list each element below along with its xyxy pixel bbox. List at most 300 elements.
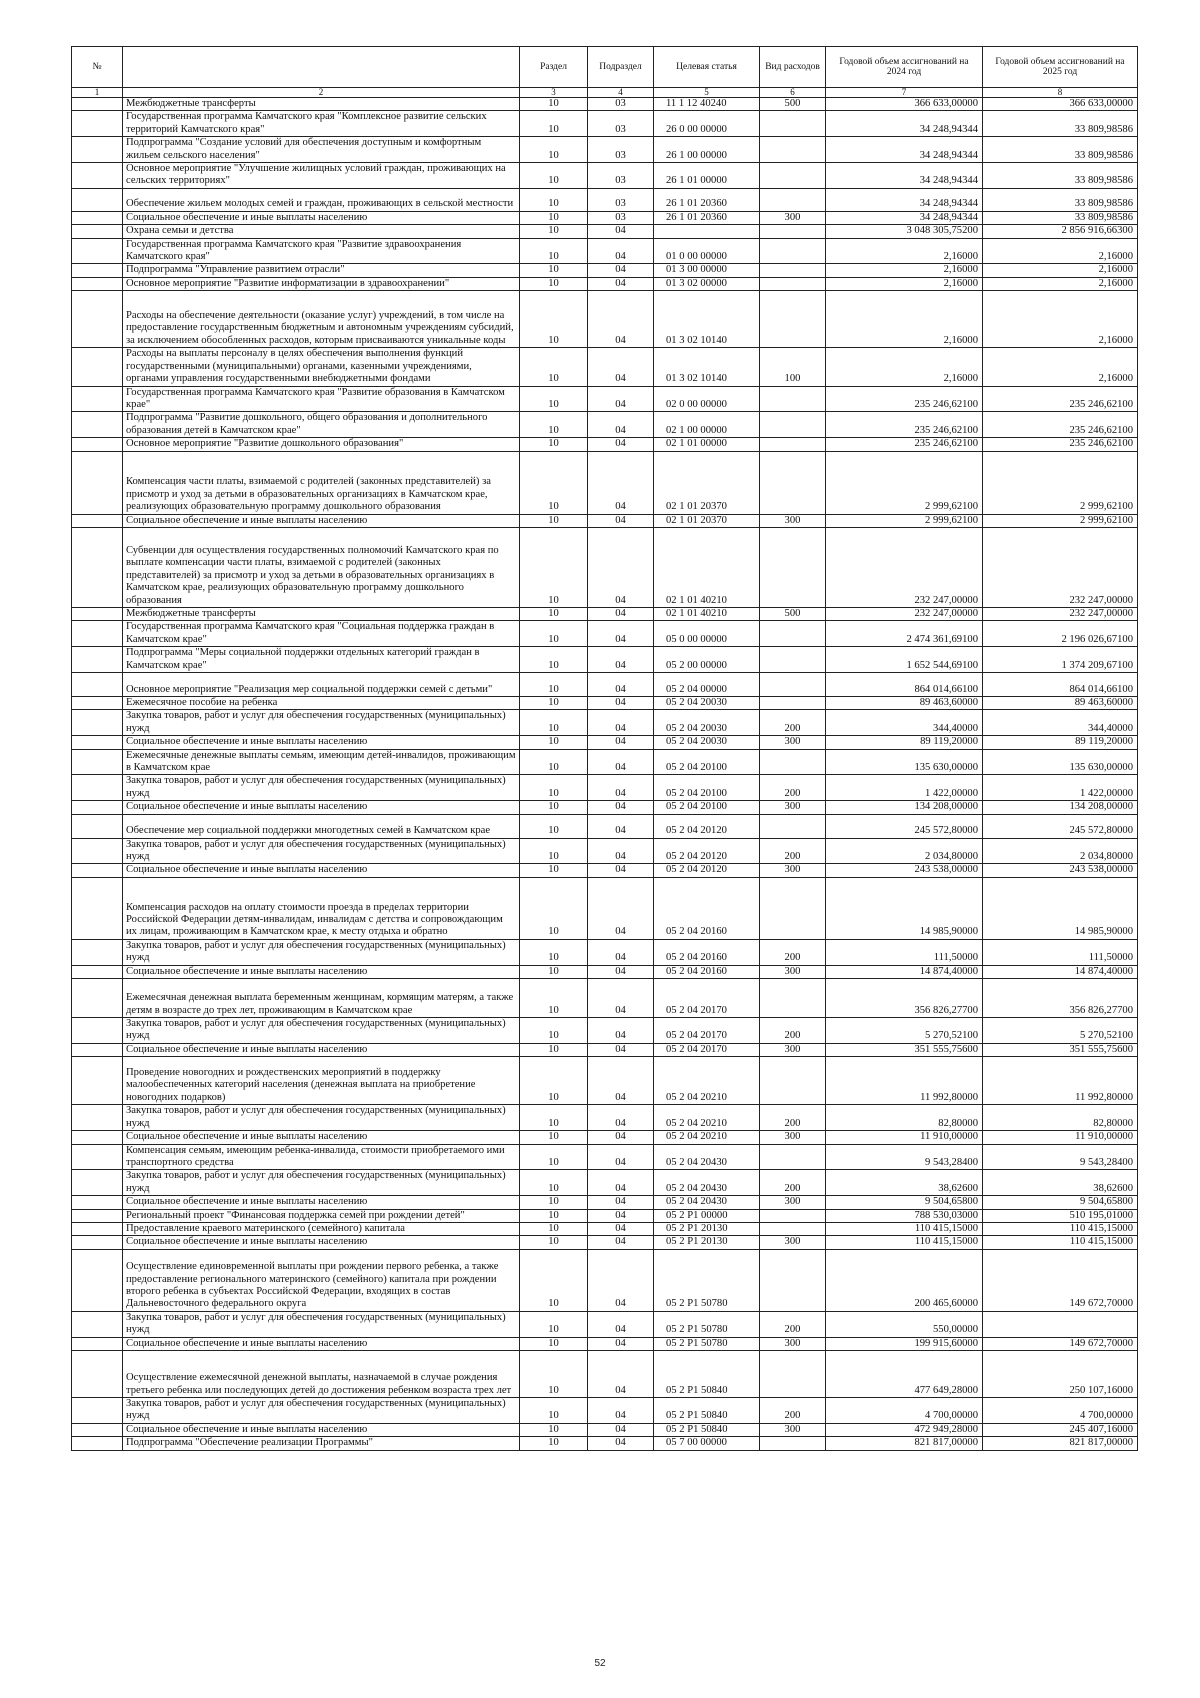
table-row bbox=[72, 801, 1138, 814]
row-expense-type bbox=[760, 647, 826, 673]
row-section: 10 bbox=[520, 514, 588, 527]
row-name: Закупка товаров, работ и услуг для обеспечения государственных (муниципальных) нужд bbox=[123, 710, 520, 736]
row-section: 10 bbox=[520, 291, 588, 348]
row-value-2024: 235 246,62100 bbox=[826, 386, 983, 412]
row-num bbox=[72, 1018, 123, 1044]
row-num bbox=[72, 939, 123, 965]
row-expense-type bbox=[760, 1209, 826, 1222]
row-section: 10 bbox=[520, 939, 588, 965]
row-value-2025: 2,16000 bbox=[983, 348, 1138, 386]
row-article: 05 2 04 20210 bbox=[654, 1105, 760, 1131]
row-article: 02 1 01 40210 bbox=[654, 607, 760, 620]
header-article: Целевая статья bbox=[654, 47, 760, 88]
row-section: 10 bbox=[520, 710, 588, 736]
row-value-2025: 4 700,00000 bbox=[983, 1397, 1138, 1423]
row-subsection: 04 bbox=[588, 1236, 654, 1249]
row-num bbox=[72, 1397, 123, 1423]
table-row bbox=[72, 291, 1138, 348]
row-num bbox=[72, 710, 123, 736]
row-article: 05 2 P1 50780 bbox=[654, 1249, 760, 1311]
table-row bbox=[72, 621, 1138, 647]
table-row bbox=[72, 451, 1138, 514]
row-expense-type: 300 bbox=[760, 1337, 826, 1350]
row-expense-type bbox=[760, 137, 826, 163]
row-name: Подпрограмма "Меры социальной поддержки отдельных категорий граждан в Камчатском крае" bbox=[123, 647, 520, 673]
table-row bbox=[72, 98, 1138, 111]
row-subsection: 04 bbox=[588, 696, 654, 709]
table-row bbox=[72, 1043, 1138, 1056]
row-value-2024: 243 538,00000 bbox=[826, 864, 983, 877]
row-name: Государственная программа Камчатского края "Развитие здравоохранения Камчатского края" bbox=[123, 238, 520, 264]
row-num bbox=[72, 111, 123, 137]
row-name: Государственная программа Камчатского края "Развитие образования в Камчатском крае" bbox=[123, 386, 520, 412]
row-section: 10 bbox=[520, 386, 588, 412]
row-article: 01 3 00 00000 bbox=[654, 264, 760, 277]
row-section: 10 bbox=[520, 137, 588, 163]
row-num bbox=[72, 801, 123, 814]
row-subsection: 04 bbox=[588, 527, 654, 607]
row-section: 10 bbox=[520, 211, 588, 224]
table-row bbox=[72, 647, 1138, 673]
row-num bbox=[72, 1144, 123, 1170]
row-num bbox=[72, 1105, 123, 1131]
row-value-2024: 821 817,00000 bbox=[826, 1437, 983, 1450]
table-row bbox=[72, 1311, 1138, 1337]
row-num bbox=[72, 965, 123, 978]
row-value-2025 bbox=[983, 1311, 1138, 1337]
row-expense-type bbox=[760, 451, 826, 514]
row-num bbox=[72, 1249, 123, 1311]
row-value-2024: 34 248,94344 bbox=[826, 111, 983, 137]
row-value-2025: 11 910,00000 bbox=[983, 1131, 1138, 1144]
row-expense-type bbox=[760, 672, 826, 696]
row-article: 05 2 P1 20130 bbox=[654, 1236, 760, 1249]
row-value-2024: 34 248,94344 bbox=[826, 137, 983, 163]
row-num bbox=[72, 775, 123, 801]
table-row bbox=[72, 514, 1138, 527]
row-expense-type bbox=[760, 111, 826, 137]
row-section: 10 bbox=[520, 838, 588, 864]
row-value-2025: 232 247,00000 bbox=[983, 607, 1138, 620]
row-value-2025: 11 992,80000 bbox=[983, 1057, 1138, 1105]
row-article: 05 2 04 20430 bbox=[654, 1196, 760, 1209]
table-row bbox=[72, 137, 1138, 163]
row-expense-type: 300 bbox=[760, 965, 826, 978]
row-section: 10 bbox=[520, 1209, 588, 1222]
row-value-2025: 149 672,70000 bbox=[983, 1249, 1138, 1311]
row-expense-type: 300 bbox=[760, 1236, 826, 1249]
row-section: 10 bbox=[520, 264, 588, 277]
row-subsection: 04 bbox=[588, 621, 654, 647]
row-section: 10 bbox=[520, 979, 588, 1018]
row-value-2025: 14 985,90000 bbox=[983, 877, 1138, 939]
row-expense-type bbox=[760, 1437, 826, 1450]
row-name: Обеспечение мер социальной поддержки многодетных семей в Камчатском крае bbox=[123, 814, 520, 838]
row-value-2024: 2 034,80000 bbox=[826, 838, 983, 864]
table-row bbox=[72, 775, 1138, 801]
table-row bbox=[72, 749, 1138, 775]
row-value-2024: 135 630,00000 bbox=[826, 749, 983, 775]
row-value-2025: 1 422,00000 bbox=[983, 775, 1138, 801]
row-expense-type: 200 bbox=[760, 775, 826, 801]
row-section: 10 bbox=[520, 736, 588, 749]
table-row bbox=[72, 1236, 1138, 1249]
row-value-2025: 9 543,28400 bbox=[983, 1144, 1138, 1170]
row-expense-type bbox=[760, 386, 826, 412]
row-section: 10 bbox=[520, 1057, 588, 1105]
column-number: 7 bbox=[826, 88, 983, 98]
row-value-2025: 344,40000 bbox=[983, 710, 1138, 736]
row-article: 05 2 04 20430 bbox=[654, 1144, 760, 1170]
row-expense-type bbox=[760, 188, 826, 211]
row-value-2024: 245 572,80000 bbox=[826, 814, 983, 838]
table-row bbox=[72, 1337, 1138, 1350]
row-value-2024: 2,16000 bbox=[826, 348, 983, 386]
row-value-2025: 89 463,60000 bbox=[983, 696, 1138, 709]
row-expense-type: 300 bbox=[760, 1131, 826, 1144]
row-subsection: 04 bbox=[588, 451, 654, 514]
row-value-2024: 477 649,28000 bbox=[826, 1350, 983, 1397]
row-value-2025: 135 630,00000 bbox=[983, 749, 1138, 775]
table-row bbox=[72, 1131, 1138, 1144]
row-value-2025: 356 826,27700 bbox=[983, 979, 1138, 1018]
table-row bbox=[72, 672, 1138, 696]
row-section: 10 bbox=[520, 1105, 588, 1131]
row-subsection: 03 bbox=[588, 137, 654, 163]
row-article: 05 2 04 20120 bbox=[654, 838, 760, 864]
row-num bbox=[72, 1350, 123, 1397]
row-article: 26 1 01 00000 bbox=[654, 163, 760, 189]
row-name: Основное мероприятие "Развитие дошкольного образования" bbox=[123, 438, 520, 451]
row-expense-type bbox=[760, 696, 826, 709]
row-name: Социальное обеспечение и иные выплаты населению bbox=[123, 1236, 520, 1249]
row-article: 05 2 04 20160 bbox=[654, 965, 760, 978]
table-row bbox=[72, 696, 1138, 709]
row-article: 05 2 04 20170 bbox=[654, 979, 760, 1018]
row-subsection: 04 bbox=[588, 1222, 654, 1235]
row-name: Подпрограмма "Обеспечение реализации Программы" bbox=[123, 1437, 520, 1450]
row-value-2024: 38,62600 bbox=[826, 1170, 983, 1196]
row-subsection: 04 bbox=[588, 864, 654, 877]
header-row bbox=[72, 47, 1138, 88]
row-article: 01 0 00 00000 bbox=[654, 238, 760, 264]
row-name: Подпрограмма "Управление развитием отрасли" bbox=[123, 264, 520, 277]
budget-table bbox=[71, 46, 1138, 1451]
row-name: Закупка товаров, работ и услуг для обеспечения государственных (муниципальных) нужд bbox=[123, 1170, 520, 1196]
row-article: 02 1 01 20370 bbox=[654, 451, 760, 514]
table-row bbox=[72, 111, 1138, 137]
row-name: Социальное обеспечение и иные выплаты населению bbox=[123, 1196, 520, 1209]
row-value-2024: 366 633,00000 bbox=[826, 98, 983, 111]
row-name: Социальное обеспечение и иные выплаты населению bbox=[123, 801, 520, 814]
table-row bbox=[72, 736, 1138, 749]
row-num bbox=[72, 621, 123, 647]
row-value-2024: 356 826,27700 bbox=[826, 979, 983, 1018]
table-row bbox=[72, 877, 1138, 939]
row-article: 05 2 04 20210 bbox=[654, 1131, 760, 1144]
row-value-2025: 111,50000 bbox=[983, 939, 1138, 965]
row-value-2024: 11 910,00000 bbox=[826, 1131, 983, 1144]
row-article: 05 2 04 20120 bbox=[654, 864, 760, 877]
row-value-2025: 2 196 026,67100 bbox=[983, 621, 1138, 647]
row-value-2024: 1 652 544,69100 bbox=[826, 647, 983, 673]
row-subsection: 04 bbox=[588, 1350, 654, 1397]
row-value-2025: 33 809,98586 bbox=[983, 188, 1138, 211]
row-num bbox=[72, 451, 123, 514]
row-name: Социальное обеспечение и иные выплаты населению bbox=[123, 864, 520, 877]
table-row bbox=[72, 225, 1138, 238]
row-article: 02 1 01 20370 bbox=[654, 514, 760, 527]
row-section: 10 bbox=[520, 877, 588, 939]
row-value-2024: 4 700,00000 bbox=[826, 1397, 983, 1423]
row-article: 26 0 00 00000 bbox=[654, 111, 760, 137]
row-article: 05 0 00 00000 bbox=[654, 621, 760, 647]
row-section: 10 bbox=[520, 438, 588, 451]
row-num bbox=[72, 672, 123, 696]
row-article: 05 2 P1 50780 bbox=[654, 1337, 760, 1350]
row-name: Закупка товаров, работ и услуг для обеспечения государственных (муниципальных) нужд bbox=[123, 1397, 520, 1423]
row-expense-type bbox=[760, 291, 826, 348]
row-name: Основное мероприятие "Реализация мер социальной поддержки семей с детьми" bbox=[123, 672, 520, 696]
row-expense-type: 200 bbox=[760, 1397, 826, 1423]
row-expense-type bbox=[760, 621, 826, 647]
row-article: 05 2 04 20170 bbox=[654, 1043, 760, 1056]
row-section: 10 bbox=[520, 1196, 588, 1209]
table-row bbox=[72, 1018, 1138, 1044]
row-subsection: 03 bbox=[588, 188, 654, 211]
row-name: Закупка товаров, работ и услуг для обеспечения государственных (муниципальных) нужд bbox=[123, 1311, 520, 1337]
row-subsection: 04 bbox=[588, 838, 654, 864]
row-value-2024: 5 270,52100 bbox=[826, 1018, 983, 1044]
row-subsection: 04 bbox=[588, 1105, 654, 1131]
row-name: Расходы на выплаты персоналу в целях обеспечения выполнения функций государственными (муниципальными) органами, казенными учреждениями, органами управления государственными внебюджетными фондами bbox=[123, 348, 520, 386]
header-2025: Годовой объем ассигнований на 2025 год bbox=[983, 47, 1138, 88]
row-subsection: 03 bbox=[588, 211, 654, 224]
row-name: Социальное обеспечение и иные выплаты населению bbox=[123, 1131, 520, 1144]
row-subsection: 04 bbox=[588, 1018, 654, 1044]
row-expense-type bbox=[760, 814, 826, 838]
row-value-2025: 2,16000 bbox=[983, 291, 1138, 348]
row-article: 05 2 04 20100 bbox=[654, 749, 760, 775]
row-num bbox=[72, 211, 123, 224]
row-num bbox=[72, 1337, 123, 1350]
table-row bbox=[72, 607, 1138, 620]
row-value-2025: 2,16000 bbox=[983, 238, 1138, 264]
row-num bbox=[72, 814, 123, 838]
row-num bbox=[72, 386, 123, 412]
row-section: 10 bbox=[520, 749, 588, 775]
row-subsection: 04 bbox=[588, 710, 654, 736]
row-subsection: 04 bbox=[588, 877, 654, 939]
row-num bbox=[72, 736, 123, 749]
row-num bbox=[72, 412, 123, 438]
row-subsection: 04 bbox=[588, 965, 654, 978]
row-subsection: 03 bbox=[588, 163, 654, 189]
row-value-2025: 38,62600 bbox=[983, 1170, 1138, 1196]
row-article: 05 2 04 20100 bbox=[654, 801, 760, 814]
row-value-2024: 34 248,94344 bbox=[826, 211, 983, 224]
row-section: 10 bbox=[520, 621, 588, 647]
table-body bbox=[72, 98, 1138, 1451]
row-num bbox=[72, 1423, 123, 1436]
table-row bbox=[72, 1105, 1138, 1131]
row-subsection: 04 bbox=[588, 647, 654, 673]
table-row bbox=[72, 386, 1138, 412]
row-name: Основное мероприятие "Развитие информатизации в здравоохранении" bbox=[123, 277, 520, 290]
row-num bbox=[72, 1222, 123, 1235]
row-expense-type: 200 bbox=[760, 1105, 826, 1131]
row-value-2024: 788 530,03000 bbox=[826, 1209, 983, 1222]
row-article: 26 1 00 00000 bbox=[654, 137, 760, 163]
row-article: 05 2 04 20160 bbox=[654, 939, 760, 965]
row-expense-type bbox=[760, 1222, 826, 1235]
row-value-2025: 235 246,62100 bbox=[983, 438, 1138, 451]
header-2024: Годовой объем ассигнований на 2024 год bbox=[826, 47, 983, 88]
row-article: 26 1 01 20360 bbox=[654, 188, 760, 211]
row-name: Межбюджетные трансферты bbox=[123, 607, 520, 620]
row-num bbox=[72, 749, 123, 775]
row-value-2025: 366 633,00000 bbox=[983, 98, 1138, 111]
row-expense-type: 200 bbox=[760, 710, 826, 736]
row-value-2024: 472 949,28000 bbox=[826, 1423, 983, 1436]
row-name: Закупка товаров, работ и услуг для обеспечения государственных (муниципальных) нужд bbox=[123, 775, 520, 801]
header-subsection: Подраздел bbox=[588, 47, 654, 88]
row-expense-type bbox=[760, 527, 826, 607]
row-value-2024: 344,40000 bbox=[826, 710, 983, 736]
column-number: 3 bbox=[520, 88, 588, 98]
row-value-2024: 200 465,60000 bbox=[826, 1249, 983, 1311]
row-section: 10 bbox=[520, 451, 588, 514]
row-name: Подпрограмма "Создание условий для обеспечения доступным и комфортным жильем сельского населения" bbox=[123, 137, 520, 163]
row-section: 10 bbox=[520, 98, 588, 111]
row-name: Закупка товаров, работ и услуг для обеспечения государственных (муниципальных) нужд bbox=[123, 838, 520, 864]
row-value-2025: 2,16000 bbox=[983, 264, 1138, 277]
row-num bbox=[72, 1131, 123, 1144]
row-section: 10 bbox=[520, 1437, 588, 1450]
row-article: 05 2 04 20170 bbox=[654, 1018, 760, 1044]
column-number-row bbox=[72, 88, 1138, 98]
row-value-2025: 14 874,40000 bbox=[983, 965, 1138, 978]
row-num bbox=[72, 979, 123, 1018]
row-article: 05 2 P1 20130 bbox=[654, 1222, 760, 1235]
row-name: Социальное обеспечение и иные выплаты населению bbox=[123, 1337, 520, 1350]
row-value-2025: 33 809,98586 bbox=[983, 137, 1138, 163]
row-name: Компенсация расходов на оплату стоимости проезда в пределах территории Российской Федерации детям-инвалидам, инвалидам с детства и сопровождающим их лицам, проживающим в Камчатском крае, к месту отдыха и обратно bbox=[123, 877, 520, 939]
row-subsection: 04 bbox=[588, 1131, 654, 1144]
page-number: 52 bbox=[594, 1658, 606, 1669]
row-subsection: 04 bbox=[588, 939, 654, 965]
row-subsection: 04 bbox=[588, 1249, 654, 1311]
row-expense-type bbox=[760, 1144, 826, 1170]
column-number: 1 bbox=[72, 88, 123, 98]
row-expense-type: 300 bbox=[760, 1423, 826, 1436]
row-name: Осуществление ежемесячной денежной выплаты, назначаемой в случае рождения третьего ребенка или последующих детей до достижения ребенком возраста трех лет bbox=[123, 1350, 520, 1397]
row-expense-type bbox=[760, 163, 826, 189]
table-row bbox=[72, 965, 1138, 978]
row-article: 05 7 00 00000 bbox=[654, 1437, 760, 1450]
row-section: 10 bbox=[520, 814, 588, 838]
row-name: Государственная программа Камчатского края "Комплексное развитие сельских территорий Камчатского края" bbox=[123, 111, 520, 137]
row-expense-type: 200 bbox=[760, 1018, 826, 1044]
row-subsection: 04 bbox=[588, 736, 654, 749]
row-value-2025: 33 809,98586 bbox=[983, 163, 1138, 189]
row-name: Компенсация семьям, имеющим ребенка-инвалида, стоимости приобретаемого ими транспортного средства bbox=[123, 1144, 520, 1170]
row-section: 10 bbox=[520, 527, 588, 607]
row-value-2025: 134 208,00000 bbox=[983, 801, 1138, 814]
row-value-2024: 351 555,75600 bbox=[826, 1043, 983, 1056]
table-row bbox=[72, 163, 1138, 189]
row-subsection: 04 bbox=[588, 1437, 654, 1450]
row-name: Государственная программа Камчатского края "Социальная поддержка граждан в Камчатском крае" bbox=[123, 621, 520, 647]
row-value-2024: 864 014,66100 bbox=[826, 672, 983, 696]
row-num bbox=[72, 647, 123, 673]
row-value-2024: 9 543,28400 bbox=[826, 1144, 983, 1170]
row-subsection: 03 bbox=[588, 98, 654, 111]
row-value-2024: 11 992,80000 bbox=[826, 1057, 983, 1105]
row-expense-type bbox=[760, 238, 826, 264]
table-row bbox=[72, 814, 1138, 838]
row-article: 11 1 12 40240 bbox=[654, 98, 760, 111]
row-value-2024: 3 048 305,75200 bbox=[826, 225, 983, 238]
row-value-2025: 235 246,62100 bbox=[983, 386, 1138, 412]
row-value-2025: 864 014,66100 bbox=[983, 672, 1138, 696]
column-number: 6 bbox=[760, 88, 826, 98]
row-subsection: 03 bbox=[588, 111, 654, 137]
table-row bbox=[72, 527, 1138, 607]
row-name: Межбюджетные трансферты bbox=[123, 98, 520, 111]
row-article: 02 1 00 00000 bbox=[654, 412, 760, 438]
row-value-2025: 2,16000 bbox=[983, 277, 1138, 290]
row-value-2024: 199 915,60000 bbox=[826, 1337, 983, 1350]
row-article: 05 2 P1 50840 bbox=[654, 1350, 760, 1397]
row-value-2024: 232 247,00000 bbox=[826, 527, 983, 607]
row-name: Субвенции для осуществления государственных полномочий Камчатского края по выплате компенсации части платы, взимаемой с родителей (законных представителей) за присмотр и уход за детьми в образовательных организациях в Камчатском крае, реализующих образовательную программу дошкольного образования bbox=[123, 527, 520, 607]
table-row bbox=[72, 1437, 1138, 1450]
row-name: Социальное обеспечение и иные выплаты населению bbox=[123, 965, 520, 978]
row-subsection: 04 bbox=[588, 1196, 654, 1209]
row-section: 10 bbox=[520, 696, 588, 709]
row-num bbox=[72, 163, 123, 189]
table-row bbox=[72, 1196, 1138, 1209]
table-row bbox=[72, 412, 1138, 438]
row-subsection: 04 bbox=[588, 814, 654, 838]
row-expense-type bbox=[760, 225, 826, 238]
table-row bbox=[72, 238, 1138, 264]
table-row bbox=[72, 1144, 1138, 1170]
row-value-2025: 110 415,15000 bbox=[983, 1222, 1138, 1235]
row-value-2024: 89 119,20000 bbox=[826, 736, 983, 749]
row-section: 10 bbox=[520, 188, 588, 211]
row-value-2025: 89 119,20000 bbox=[983, 736, 1138, 749]
row-value-2024: 134 208,00000 bbox=[826, 801, 983, 814]
column-number: 2 bbox=[123, 88, 520, 98]
column-number: 5 bbox=[654, 88, 760, 98]
row-expense-type: 200 bbox=[760, 1170, 826, 1196]
row-num bbox=[72, 277, 123, 290]
row-name: Ежемесячные денежные выплаты семьям, имеющим детей-инвалидов, проживающим в Камчатском крае bbox=[123, 749, 520, 775]
header-name bbox=[123, 47, 520, 88]
row-expense-type bbox=[760, 749, 826, 775]
table-row bbox=[72, 438, 1138, 451]
row-section: 10 bbox=[520, 111, 588, 137]
row-subsection: 04 bbox=[588, 1423, 654, 1436]
row-num bbox=[72, 1196, 123, 1209]
row-article: 05 2 04 20210 bbox=[654, 1057, 760, 1105]
row-value-2025: 351 555,75600 bbox=[983, 1043, 1138, 1056]
row-section: 10 bbox=[520, 1043, 588, 1056]
row-section: 10 bbox=[520, 607, 588, 620]
table-row bbox=[72, 264, 1138, 277]
